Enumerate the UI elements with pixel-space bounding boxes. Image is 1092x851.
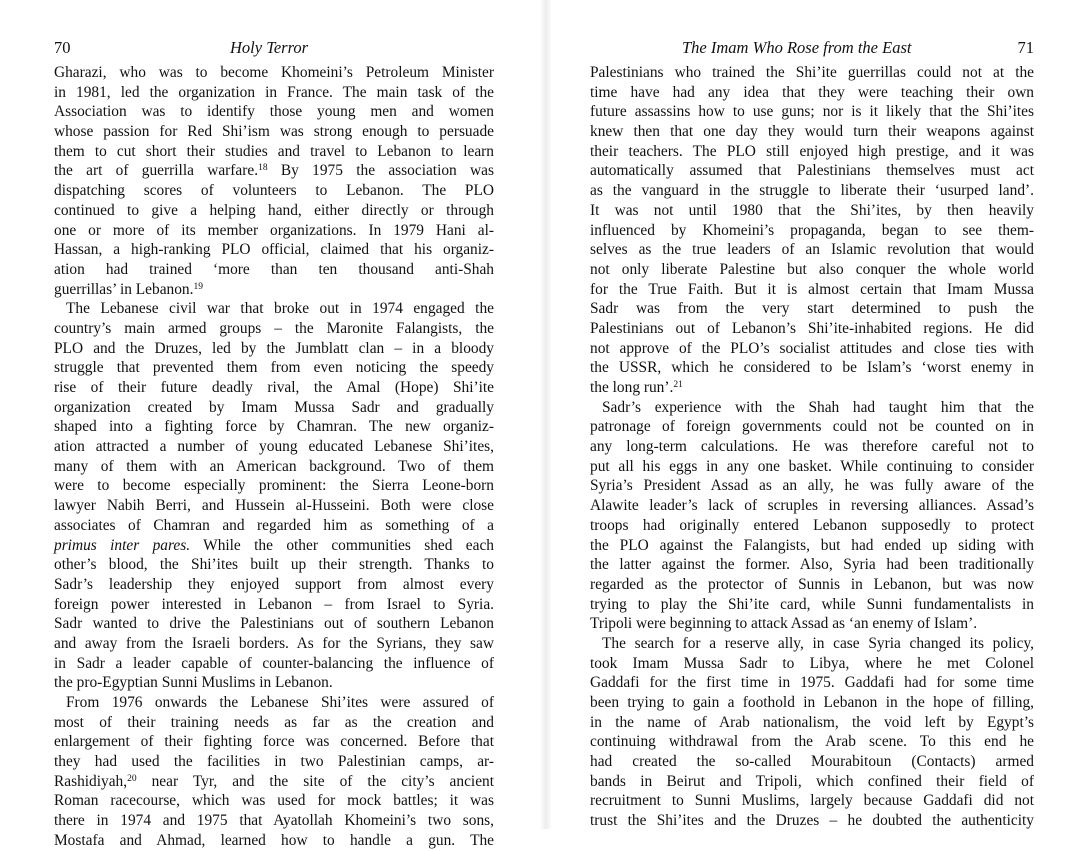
- line-text: It was not until 1980 that the Shi’ites, by then heavily: [590, 201, 1034, 219]
- footnote-marker: 21: [673, 380, 683, 390]
- text-line: [54, 457, 494, 477]
- line-text: lawyer Nabih Berri, and Hussein al-Husseini. Both were close: [54, 497, 494, 515]
- line-text: patronage of foreign governments could not be counted on in: [590, 418, 1034, 436]
- line-text: Sadr’s leadership they enjoyed support from almost every: [54, 575, 494, 593]
- text-line: [590, 221, 1034, 241]
- text-line: [590, 358, 1034, 378]
- text-line: [590, 772, 1034, 792]
- text-line: [54, 319, 494, 339]
- text-line: [54, 417, 494, 437]
- line-text: dispatching scores of volunteers to Lebanon. The PLO: [54, 182, 494, 200]
- text-line: [54, 693, 494, 713]
- italic-phrase: primus inter pares.: [54, 536, 191, 554]
- text-line: [54, 398, 494, 418]
- text-line: [590, 417, 1034, 437]
- line-text: in the name of Arab nationalism, the void left by Egypt’s: [590, 713, 1034, 731]
- text-line: [54, 122, 494, 142]
- right-page: [546, 0, 1092, 829]
- line-text: most of their training needs as far as the creation and: [54, 713, 494, 731]
- text-line: [590, 673, 1034, 693]
- text-line: [590, 791, 1034, 811]
- line-text: troops had originally entered Lebanon supposedly to protect: [590, 516, 1034, 534]
- text-line: [590, 201, 1034, 221]
- line-text: recruitment to Sunni Muslims, largely because Gaddafi did not: [590, 792, 1034, 810]
- line-text: automatically assumed that Palestinians themselves must act: [590, 162, 1034, 180]
- text-line: [54, 181, 494, 201]
- line-text: knew then that one day they would turn their weapons against: [590, 123, 1034, 141]
- text-line: [590, 614, 1034, 634]
- line-text: took Imam Mussa Sadr to Libya, where he met Colonel: [590, 654, 1034, 672]
- line-text: Mostafa and Ahmad, learned how to handle a gun. The: [54, 831, 494, 849]
- text-line: [54, 791, 494, 811]
- line-text: they had used the facilities in two Palestinian camps, ar-: [54, 753, 494, 771]
- text-line: [54, 811, 494, 831]
- line-text: guerrillas’ in Lebanon.: [54, 280, 194, 298]
- text-line: [590, 398, 1034, 418]
- line-text: their teachers. The PLO still enjoyed high prestige, and it was: [590, 142, 1034, 160]
- text-line: [590, 654, 1034, 674]
- text-line: [590, 555, 1034, 575]
- line-text: The search for a reserve ally, in case Syria changed its policy,: [602, 634, 1034, 652]
- text-line: [54, 161, 494, 181]
- text-line: [590, 516, 1034, 536]
- line-text: Sadr was from the very start determined to push the: [590, 300, 1034, 318]
- text-line: [54, 752, 494, 772]
- text-line: [590, 575, 1034, 595]
- page-number: 70: [54, 38, 71, 57]
- text-line: [590, 476, 1034, 496]
- line-text: had created the so-called Mourabitoun (Contacts) armed: [590, 753, 1034, 771]
- line-text: regarded as the protector of Sunnis in Lebanon, but was now: [590, 575, 1034, 593]
- line-text: Sadr wanted to drive the Palestinians out of southern Lebanon: [54, 615, 494, 633]
- text-line: [54, 575, 494, 595]
- line-text: Hassan, a high-ranking PLO official, claimed that his organiz-: [54, 241, 494, 259]
- line-text: Palestinians out of Lebanon’s Shi’ite-inhabited regions. He did: [590, 319, 1034, 337]
- line-text: the USSR, which he considered to be Islam’s ‘worst enemy in: [590, 359, 1034, 377]
- line-text: Gharazi, who was to become Khomeini’s Petroleum Minister: [54, 64, 494, 81]
- footnote-marker: 20: [127, 773, 137, 784]
- text-line: [590, 811, 1034, 831]
- text-line: [54, 516, 494, 536]
- text-line: [54, 732, 494, 752]
- text-line: [54, 713, 494, 733]
- line-text: The Lebanese civil war that broke out in 1974 engaged the: [66, 300, 494, 318]
- line-text: Tripoli were beginning to attack Assad as ‘an enemy of Islam’.: [590, 615, 978, 633]
- line-text: one or more of its member organizations. In 1979 Hani al-: [54, 221, 494, 239]
- left-page: [0, 0, 546, 849]
- line-text: the long run’.: [590, 379, 674, 396]
- text-line: [590, 693, 1034, 713]
- line-text: associates of Chamran and regarded him as something of a: [54, 516, 494, 534]
- text-line: [590, 181, 1034, 201]
- line-text: been trying to gain a foothold in Lebanon in the hope of filling,: [590, 694, 1034, 711]
- line-text: Palestinians who trained the Shi’ite guerrillas could not at the: [590, 64, 1034, 81]
- text-line: [54, 772, 494, 792]
- line-text: Sadr’s experience with the Shah had taught him that the: [602, 398, 1034, 416]
- text-line: [54, 555, 494, 575]
- text-line: [54, 142, 494, 162]
- text-line: [590, 732, 1034, 752]
- text-line: [590, 378, 1034, 398]
- text-line: [590, 260, 1034, 280]
- text-line: [590, 536, 1034, 556]
- text-line: [590, 496, 1034, 516]
- line-text: trust the Shi’ites and the Druzes – he doubted the authenticity: [590, 812, 1034, 830]
- line-text: PLO and the Druzes, led by the Jumblatt clan – in a bloody: [54, 339, 494, 357]
- text-line: [54, 654, 494, 674]
- line-text: ation attracted a number of young educated Lebanese Shi’ites,: [54, 438, 494, 456]
- line-text: ation had trained ‘more than ten thousand anti-Shah: [54, 260, 494, 278]
- text-line: [54, 536, 494, 556]
- line-text: Association was to identify those young men and women: [54, 103, 494, 121]
- text-line: [54, 299, 494, 319]
- line-text: trying to play the Shi’ite card, while Sunni fundamentalists in: [590, 595, 1034, 613]
- text-line: [54, 496, 494, 516]
- line-text-continued: near Tyr, and the site of the city’s ancient: [136, 772, 494, 790]
- text-line: [590, 319, 1034, 339]
- text-line: [54, 102, 494, 122]
- text-line: [54, 83, 494, 103]
- line-text: continued to give a helping hand, either directly or through: [54, 201, 494, 219]
- line-text: put all his eggs in any one basket. While continuing to consider: [590, 457, 1034, 475]
- line-text-continued: By 1975 the association was: [267, 162, 494, 180]
- running-head: Holy Terror: [230, 38, 309, 57]
- text-line: [590, 102, 1034, 122]
- text-line: [54, 260, 494, 280]
- footnote-marker: 19: [193, 281, 203, 292]
- line-text: Alawite leader’s lack of scruples in reversing alliances. Assad’s: [590, 497, 1034, 515]
- page-body-text: [54, 63, 494, 851]
- line-text: Rashidiyah,: [54, 772, 128, 790]
- text-line: [590, 339, 1034, 359]
- line-text: whose passion for Red Shi’ism was strong enough to persuade: [54, 123, 494, 141]
- line-text: selves as the true leaders of an Islamic revolution that would: [590, 241, 1034, 259]
- text-line: [54, 476, 494, 496]
- text-line: [54, 634, 494, 654]
- line-text: continuing withdrawal from the Arab scene. To this end he: [590, 733, 1034, 751]
- line-text: not only liberate Palestine but also conquer the whole world: [590, 260, 1034, 278]
- text-line: [590, 713, 1034, 733]
- running-head: The Imam Who Rose from the East: [682, 38, 912, 57]
- line-text: any long-term calculations. He was therefore careful not to: [590, 438, 1034, 456]
- line-text: the art of guerrilla warfare.: [54, 162, 259, 180]
- text-line: [590, 752, 1034, 772]
- line-text: for the True Faith. But it is almost certain that Imam Mussa: [590, 280, 1034, 298]
- line-text: and away from the Israeli borders. As for the Syrians, they saw: [54, 634, 494, 652]
- line-text: time have had any idea that they were teaching their own: [590, 83, 1034, 101]
- line-text: struggle that prevented them from even noticing the speedy: [54, 359, 494, 377]
- text-line: [54, 437, 494, 457]
- line-text: organization created by Imam Mussa Sadr and gradually: [54, 398, 494, 416]
- text-line: [54, 201, 494, 221]
- line-text: rise of their future deadly rival, the Amal (Hope) Shi’ite: [54, 379, 494, 396]
- text-line: [590, 83, 1034, 103]
- line-text: in 1981, led the organization in France. The main task of the: [54, 83, 494, 101]
- line-text: the pro-Egyptian Sunni Muslims in Lebanon.: [54, 674, 333, 692]
- text-line: [54, 673, 494, 693]
- text-line: [590, 63, 1034, 83]
- text-line: [590, 457, 1034, 477]
- page-body-text: [590, 63, 1034, 831]
- line-text: the PLO against the Falangists, but had ended up siding with: [590, 536, 1034, 554]
- page-number: 71: [1017, 38, 1034, 57]
- line-text: enlargement of their fighting force was concerned. Before that: [54, 733, 494, 751]
- line-text: Roman racecourse, which was used for mock battles; it was: [54, 792, 494, 810]
- line-text: other’s blood, the Shi’ites built up their strength. Thanks to: [54, 556, 494, 574]
- text-line: [590, 240, 1034, 260]
- line-text: future assassins how to use guns; nor is it likely that the Shi’ites: [590, 103, 1034, 121]
- line-text-continued: While the other communities shed each: [190, 536, 494, 554]
- text-line: [54, 358, 494, 378]
- text-line: [590, 280, 1034, 300]
- text-line: [590, 437, 1034, 457]
- text-line: [54, 63, 494, 83]
- text-line: [54, 831, 494, 851]
- line-text: there in 1974 and 1975 that Ayatollah Khomeini’s two sons,: [54, 812, 494, 830]
- line-text: were to become especially prominent: the Sierra Leone-born: [54, 477, 494, 495]
- line-text: them to cut short their studies and travel to Lebanon to learn: [54, 142, 494, 160]
- line-text: bands in Beirut and Tripoli, which confined their field of: [590, 772, 1034, 790]
- text-line: [54, 339, 494, 359]
- line-text: Syria’s President Assad as an ally, he was fully aware of the: [590, 477, 1034, 495]
- text-line: [54, 378, 494, 398]
- text-line: [54, 240, 494, 260]
- text-line: [54, 221, 494, 241]
- line-text: From 1976 onwards the Lebanese Shi’ites were assured of: [66, 694, 494, 711]
- text-line: [590, 122, 1034, 142]
- text-line: [54, 595, 494, 615]
- line-text: as the vanguard in the struggle to liberate their ‘usurped land’.: [590, 182, 1034, 200]
- line-text: shaped into a fighting force by Chamran. The new organiz-: [54, 418, 494, 436]
- line-text: the latter against the former. Also, Syria had been traditionally: [590, 556, 1034, 574]
- text-line: [54, 280, 494, 300]
- line-text: in Sadr a leader capable of counter-balancing the influence of: [54, 654, 494, 672]
- footnote-marker: 18: [258, 163, 268, 174]
- line-text: many of them with an American background. Two of them: [54, 457, 494, 475]
- text-line: [590, 161, 1034, 181]
- text-line: [590, 142, 1034, 162]
- line-text: country’s main armed groups – the Maronite Falangists, the: [54, 319, 494, 337]
- text-line: [590, 595, 1034, 615]
- text-line: [54, 614, 494, 634]
- line-text: Gaddafi for the first time in 1975. Gaddafi had for some time: [590, 674, 1034, 692]
- line-text: not approve of the PLO’s socialist attitudes and close ties with: [590, 339, 1034, 357]
- text-line: [590, 634, 1034, 654]
- text-line: [590, 299, 1034, 319]
- line-text: influenced by Khomeini’s propaganda, began to see them-: [590, 221, 1034, 239]
- line-text: foreign power interested in Lebanon – from Israel to Syria.: [54, 595, 494, 613]
